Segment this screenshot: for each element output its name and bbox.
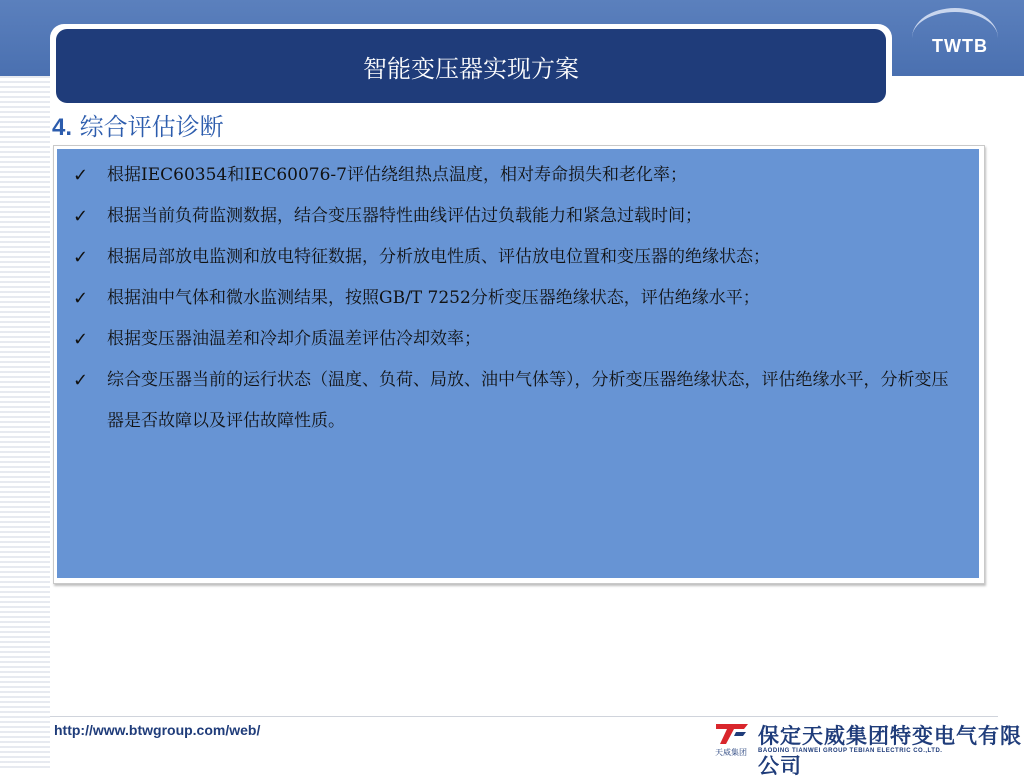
check-icon: ✓ xyxy=(73,370,89,391)
footer-divider xyxy=(50,716,998,717)
list-item xyxy=(73,196,951,237)
section-number: 4. xyxy=(52,114,73,141)
list-item xyxy=(73,319,951,360)
company-logo-icon xyxy=(714,720,750,746)
check-icon: ✓ xyxy=(73,247,89,268)
section-title: 综合评估诊断 xyxy=(79,113,224,141)
list-item xyxy=(73,155,951,196)
bullet-text: 综合变压器当前的运行状态（温度、负荷、局放、油中气体等），分析变压器绝缘状态，评估绝缘水平，分析变压器是否故障以及评估故障性质。 xyxy=(107,370,949,431)
footer-url-link[interactable]: http://www.btwgroup.com/web/ xyxy=(54,722,261,738)
brand-logo-text: TWTB xyxy=(932,36,988,56)
company-name-en: BAODING TIANWEI GROUP TEBIAN ELECTRIC CO.,LTD. xyxy=(758,748,943,754)
bullet-text: 根据油中气体和微水监测结果，按照GB/T 7252分析变压器绝缘状态，评估绝缘水平； xyxy=(107,288,760,308)
bullet-text: 根据当前负荷监测数据，结合变压器特性曲线评估过负载能力和紧急过载时间； xyxy=(107,206,702,226)
content-panel xyxy=(57,149,979,578)
check-icon: ✓ xyxy=(73,288,89,309)
logo-caption: 天威集团 xyxy=(715,748,747,757)
bullet-text: 根据局部放电监测和放电特征数据，分析放电性质、评估放电位置和变压器的绝缘状态； xyxy=(107,247,770,267)
list-item xyxy=(73,360,951,442)
list-item xyxy=(73,237,951,278)
check-icon: ✓ xyxy=(73,329,89,350)
bullet-text: 根据变压器油温差和冷却介质温差评估冷却效率； xyxy=(107,329,481,349)
check-icon: ✓ xyxy=(73,165,89,186)
list-item xyxy=(73,278,951,319)
check-icon: ✓ xyxy=(73,206,89,227)
slide-title: 智能变压器实现方案 xyxy=(56,29,886,103)
bullet-text: 根据IEC60354和IEC60076-7评估绕组热点温度，相对寿命损失和老化率； xyxy=(107,165,687,185)
decorative-stripes xyxy=(0,76,50,768)
section-heading xyxy=(52,110,224,144)
company-name-cn: 保定天威集团特变电气有限公司 xyxy=(758,724,1022,778)
bullet-list xyxy=(57,149,979,442)
